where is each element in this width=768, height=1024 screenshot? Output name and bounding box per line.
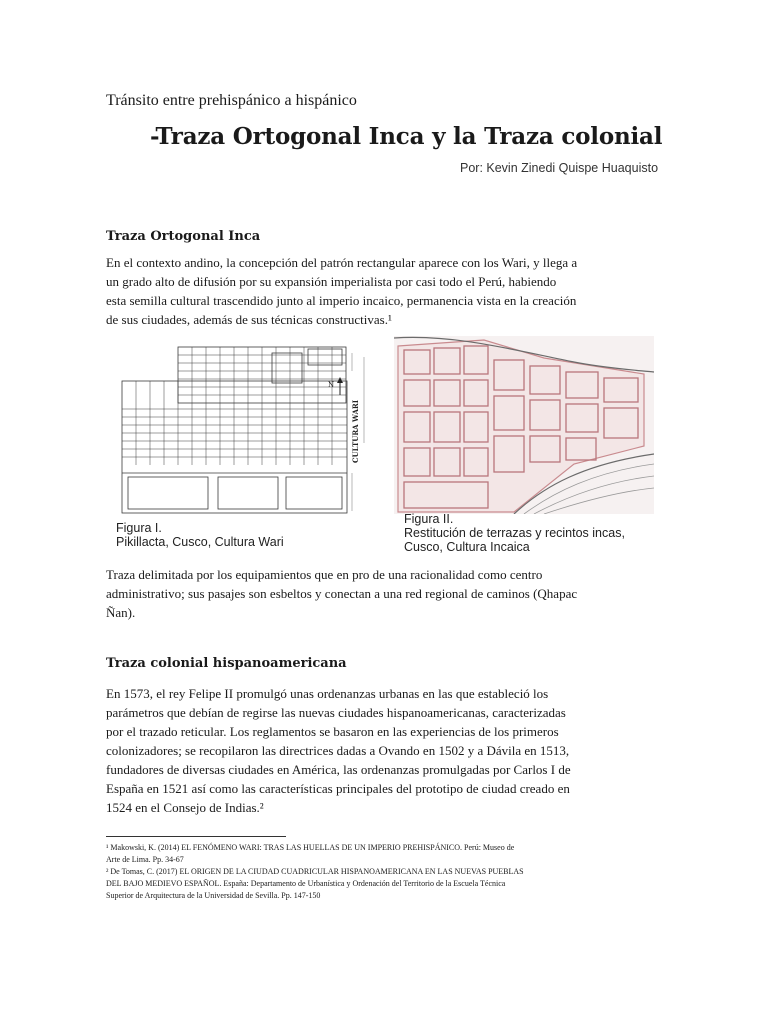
paragraph-line: esta semilla cultural trascendido junto al imperio incaico, permanencia vista en la creación — [106, 293, 577, 308]
figure-inca-terraces-plan — [394, 336, 654, 514]
north-label: N — [328, 381, 335, 389]
paragraph-line: fundadores de diversas ciudades en América, las ordenanzas promulgadas por Carlos I de — [106, 762, 571, 777]
author-line: Por: Kevin Zinedi Quispe Huaquisto — [460, 161, 659, 175]
paragraph-line: En el contexto andino, la concepción del patrón rectangular aparece con los Wari, y llega a — [106, 255, 578, 270]
footnote-line: Arte de Lima. Pp. 34-67 — [106, 855, 184, 864]
footnotes — [106, 842, 666, 902]
caption-line: Restitución de terrazas y recintos incas, — [404, 526, 625, 540]
paragraph-line: de sus ciudades, además de sus técnicas constructivas.¹ — [106, 312, 392, 327]
footnote-separator — [106, 836, 286, 837]
caption-line: Figura I. — [116, 521, 162, 535]
caption-line: Cusco, Cultura Incaica — [404, 540, 530, 554]
paragraph-line: En 1573, el rey Felipe II promulgó unas ordenanzas urbanas en las que estableció los — [106, 686, 549, 701]
paragraph-line: parámetros que debían de regirse las nuevas ciudades hispanoamericanas, caracterizadas — [106, 705, 566, 720]
footnote-line: Superior de Arquitectura de la Universidad de Sevilla. Pp. 147-150 — [106, 891, 321, 900]
footnote-line: ¹ Makowski, K. (2014) EL FENÓMENO WARI: TRAS LAS HUELLAS DE UN IMPERIO PREHISPÁNICO. Perú: Museo de — [106, 843, 515, 852]
paragraph-traza-inca — [106, 253, 666, 329]
paragraph-line: Traza delimitada por los equipamientos que en pro de una racionalidad como centro — [106, 567, 543, 582]
paragraph-line: por el trazado reticular. Los reglamentos se basaron en las experiencias de los primeros — [106, 724, 559, 739]
paragraph-traza-delimitada — [106, 565, 666, 622]
document-subtitle: Tránsito entre prehispánico a hispánico — [106, 92, 357, 109]
document-title: -Traza Ortogonal Inca y la Traza colonial — [150, 123, 663, 150]
caption-line: Pikillacta, Cusco, Cultura Wari — [116, 535, 284, 549]
paragraph-line: administrativo; sus pasajes son esbeltos y conectan a una red regional de caminos (Qhapac — [106, 586, 578, 601]
caption-line: Figura II. — [404, 512, 454, 526]
footnote-line: DEL BAJO MEDIEVO ESPAÑOL. España: Departamento de Urbanística y Ordenación del Territorio de la Escuela Técnica — [106, 879, 506, 888]
figure-pikillacta-plan — [108, 343, 368, 515]
paragraph-line: 1524 en el Consejo de Indias.² — [106, 800, 264, 815]
section-heading-traza-colonial: Traza colonial hispanoamericana — [106, 656, 347, 671]
section-heading-traza-inca: Traza Ortogonal Inca — [106, 229, 261, 244]
figure-1-caption — [116, 521, 284, 549]
footnote-line: ² De Tomas, C. (2017) EL ORIGEN DE LA CIUDAD CUADRICULAR HISPANOAMERICANA EN LAS NUEVAS PUEBLAS — [106, 867, 524, 876]
paragraph-line: un grado alto de difusión por su expansión imperialista por casi todo el Perú, habiendo — [106, 274, 557, 289]
paragraph-line: Ñan). — [106, 605, 136, 620]
map-label-cultura-wari: CULTURA WARI — [351, 400, 360, 463]
paragraph-line: colonizadores; se recopilaron las directrices dadas a Ovando en 1502 y a Dávila en 1513, — [106, 743, 570, 758]
north-arrow-icon — [337, 377, 343, 395]
paragraph-line: España en 1521 así como las características principales del prototipo de ciudad creado en — [106, 781, 570, 796]
paragraph-traza-colonial — [106, 684, 666, 817]
figure-2-caption — [404, 512, 625, 554]
